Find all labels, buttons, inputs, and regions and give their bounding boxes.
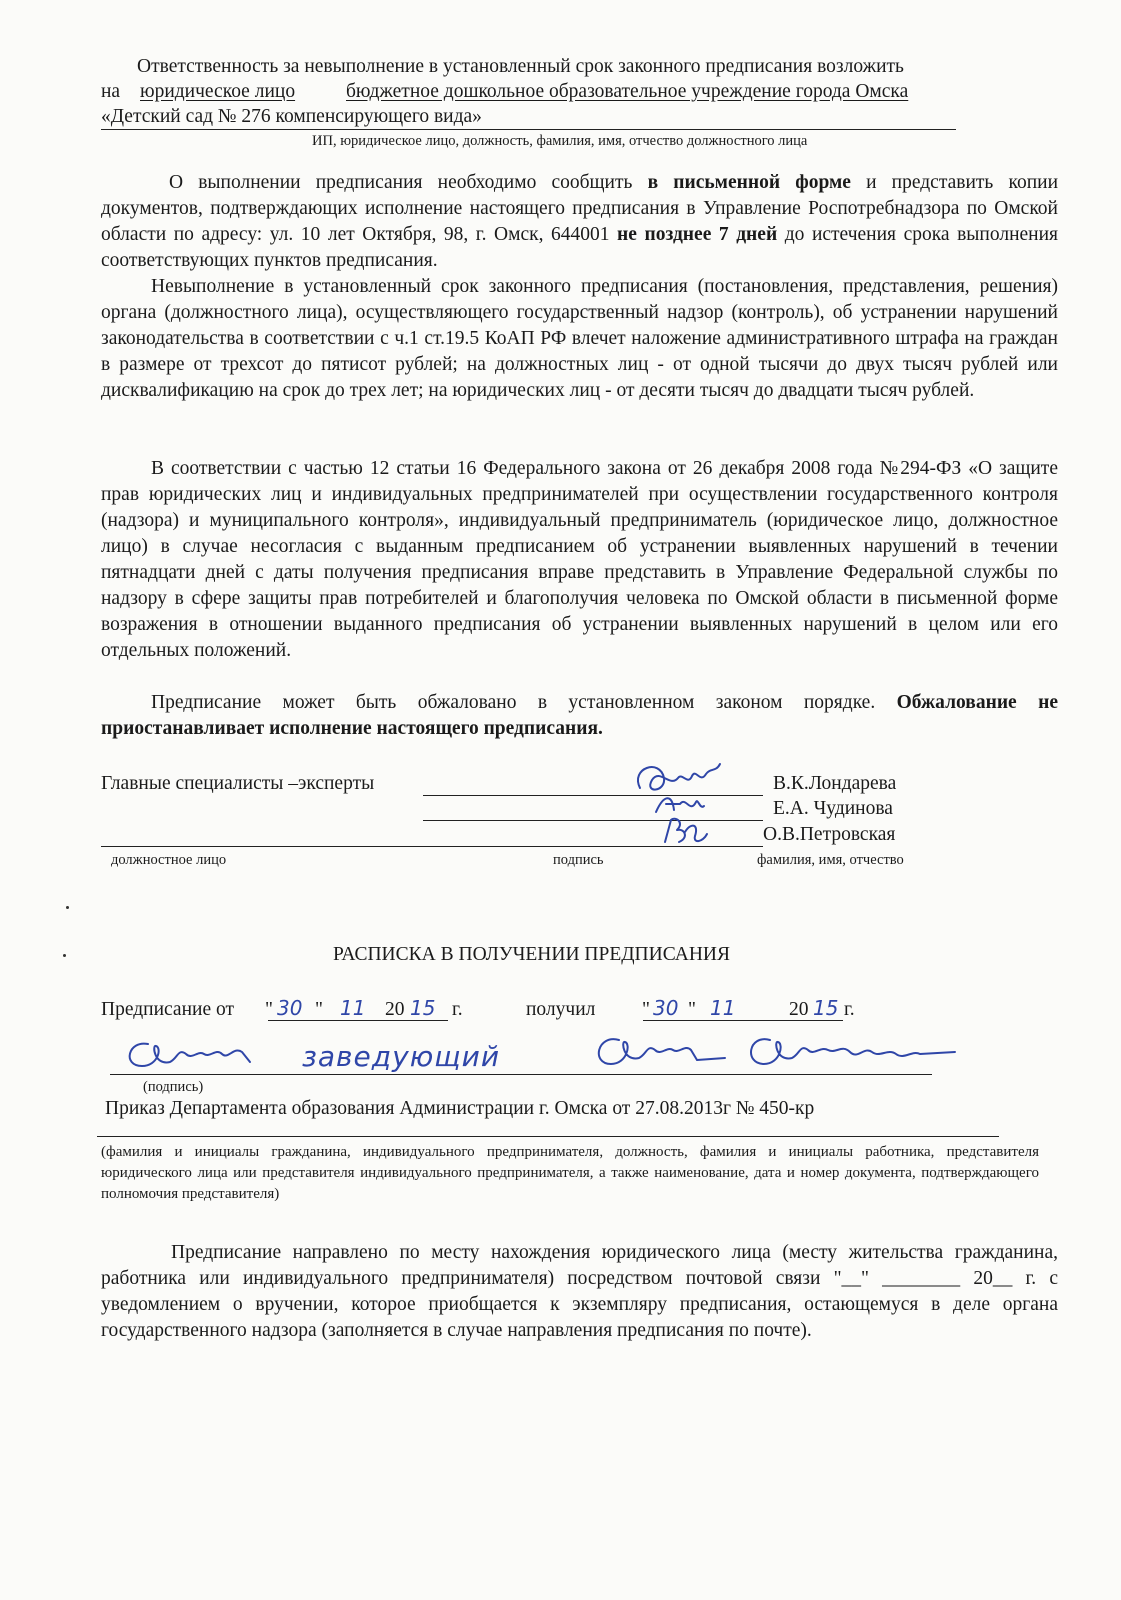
- quote-open-1: ": [265, 999, 273, 1020]
- quote-close-2: ": [688, 999, 696, 1020]
- report-bold-2: не позднее 7 дней: [617, 224, 778, 245]
- month-1: 11: [340, 996, 366, 1020]
- appeal-text: Предписание может быть обжаловано в установленном законом порядке.: [151, 692, 897, 713]
- quote-open-2: ": [642, 999, 650, 1020]
- signature-3: [655, 812, 715, 850]
- receipt-title: РАСПИСКА В ПОЛУЧЕНИИ ПРЕДПИСАНИЯ: [333, 944, 731, 965]
- quote-close-1: ": [315, 999, 323, 1020]
- report-text-1: О выполнении предписания необходимо сообщить: [169, 172, 648, 193]
- year-prefix-2: 20: [789, 999, 809, 1020]
- report-paragraph: [101, 170, 1058, 274]
- signature-caption: (подпись): [143, 1079, 204, 1095]
- entity-underline: [101, 129, 956, 130]
- order-underline: [97, 1136, 999, 1137]
- scan-speck: [66, 906, 69, 909]
- receiver-position: заведующий: [302, 1040, 501, 1073]
- scan-speck: [63, 954, 66, 957]
- signer-name-2: Е.А. Чудинова: [773, 798, 893, 819]
- caption-signature: подпись: [553, 852, 604, 868]
- penalty-paragraph: Невыполнение в установленный срок законного предписания (постановления, представления, решения) органа (должностного лица), осуществляющего государственный надзор (контроль), об устранении нарушений законодательства в соответствии с ч.1 ст.19.5 КоАП РФ влечет наложение административного штрафа на граждан в размере от трехсот до пятисот рублей; на должностных лиц - от одной тысячи до двух тысяч рублей или дисквалификацию на срок до трех лет; на юридических лиц - от десяти тысяч до двадцати тысяч рублей.: [101, 276, 1058, 401]
- year-1: 15: [410, 996, 436, 1020]
- order-text: Приказ Департамента образования Администрации г. Омска от 27.08.2013г № 450-кр: [105, 1098, 815, 1119]
- order-caption: (фамилия и инициалы гражданина, индивидуального предпринимателя, должность, фамилия и инициалы работника, представителя юридического лица или представителя индивидуального предпринимателя, а также наименование, дата и номер документа, подтверждающего полномочия представителя): [101, 1144, 1039, 1202]
- signatures-role: Главные специалисты –эксперты: [101, 773, 375, 794]
- date-underline-1: [268, 1020, 448, 1021]
- report-text-2: и представить копии документов, подтверждающих исполнение настоящего предписания в Управление Роспотребнадзора по Омской области по адресу: ул. 10 лет Октября, 98, г. Омск, 644001: [101, 172, 1059, 245]
- g-2: г.: [844, 999, 855, 1020]
- entity-type: юридическое лицо: [140, 81, 296, 102]
- appeal-bold: Обжалование не приостанавливает исполнение настоящего предписания.: [101, 692, 1058, 739]
- mail-paragraph: Предписание направлено по месту нахождения юридического лица (месту жительства гражданина, работника или индивидуального предпринимателя) посредством почтовой связи "__" ________ 20__ г. с уведомлением о вручении, которое приобщается к экземпляру предписания, остающемуся в деле органа государственного надзора (заполняется в случае направления предписания по почте).: [101, 1242, 1058, 1341]
- signer-name-3: О.В.Петровская: [763, 824, 896, 845]
- receiver-signature-2: [585, 1030, 735, 1074]
- responsibility-line: Ответственность за невыполнение в установленный срок законного предписания возложить: [137, 56, 904, 77]
- receiver-signature-3: [740, 1030, 970, 1074]
- appeal-paragraph: [101, 690, 1058, 742]
- caption-position: должностное лицо: [111, 852, 227, 868]
- law-paragraph: В соответствии с частью 12 статьи 16 Федерального закона от 26 декабря 2008 года №294-ФЗ «О защите прав юридических лиц и индивидуальных предпринимателей при осуществлении государственного контроля (надзора) и муниципального контроля», индивидуальный предприниматель (юридическое лицо, должностное лицо) в случае несогласия с выданным предписанием об устранении выявленных нарушений в течении пятнадцати дней с даты получения предписания вправе представить в Управление Федеральной службы по надзору в сфере защиты прав потребителей и благополучия человека по Омской области в письменной форме возражения в отношении выданного предписания об устранении выявленных нарушений в целом или его отдельных положений.: [101, 458, 1058, 661]
- year-2: 15: [813, 996, 839, 1020]
- receiver-underline: [110, 1074, 932, 1075]
- entity-name: бюджетное дошкольное образовательное учреждение города Омска: [346, 81, 909, 102]
- day-1: 30: [277, 996, 303, 1020]
- entity-caption: ИП, юридическое лицо, должность, фамилия, имя, отчество должностного лица: [312, 133, 808, 149]
- entity-name-2: «Детский сад № 276 компенсирующего вида»: [101, 106, 482, 127]
- receiver-signature-1: [118, 1036, 278, 1076]
- received-label: получил: [526, 999, 596, 1020]
- report-text-3: до истечения срока выполнения соответствующих пунктов предписания.: [101, 224, 1058, 271]
- responsibility-na: на: [101, 81, 121, 102]
- signer-name-1: В.К.Лондарева: [773, 773, 897, 794]
- issued-label: Предписание от: [101, 999, 234, 1020]
- caption-name: фамилия, имя, отчество: [757, 852, 904, 868]
- date-underline-2: [643, 1020, 843, 1021]
- day-2: 30: [653, 996, 679, 1020]
- report-bold-1: в письменной форме: [647, 172, 851, 193]
- year-prefix-1: 20: [385, 999, 405, 1020]
- g-1: г.: [452, 999, 463, 1020]
- month-2: 11: [710, 996, 736, 1020]
